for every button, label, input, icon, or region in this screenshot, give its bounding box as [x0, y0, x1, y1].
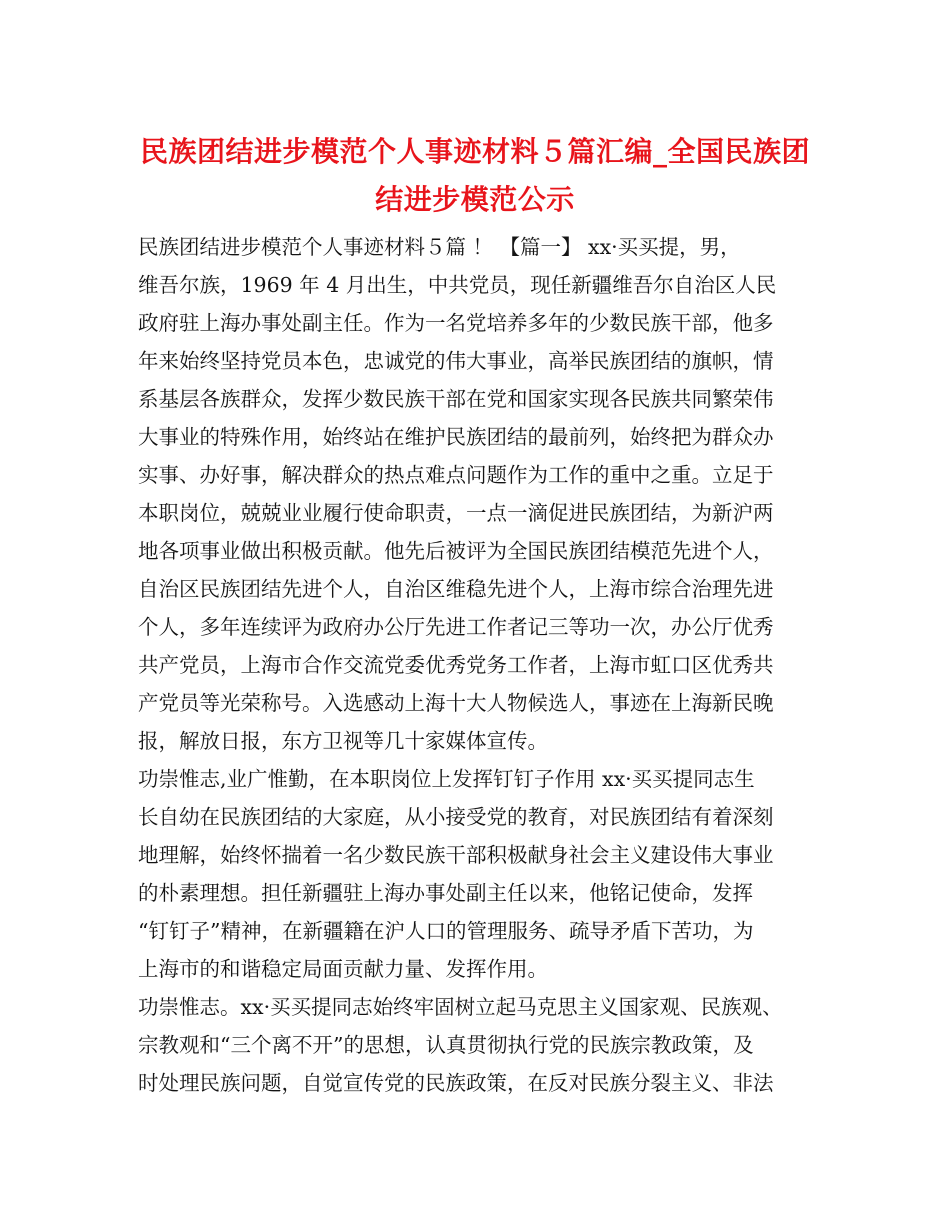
body-line: 大事业的特殊作用，始终站在维护民族团结的最前列，始终把为群众办 [138, 425, 774, 449]
body-line: 维吾尔族，1969 年 4 月出生，中共党员，现任新疆维吾尔自治区人民 [138, 273, 777, 297]
body-line: 地各项事业做出积极贡献。他先后被评为全国民族团结模范先进个人， [138, 539, 774, 563]
body-line: 上海市的和谐稳定局面贡献力量、发挥作用。 [138, 957, 548, 981]
body-line: 宗教观和“三个离不开”的思想，认真贯彻执行党的民族宗教政策，及 [138, 1033, 754, 1057]
title-line: 民族团结进步模范个人事迹材料５篇汇编_全国民族团 [139, 135, 810, 168]
document-title [100, 128, 850, 224]
body-line: 民族团结进步模范个人事迹材料５篇 ！ 【篇一】 xx·买买提，男， [138, 235, 741, 259]
body-line: 功崇惟志,业广惟勤，在本职岗位上发挥钉钉子作用 xx·买买提同志生 [138, 767, 755, 791]
body-line: 功崇惟志。xx·买买提同志始终牢固树立起马克思主义国家观、民族观、 [138, 995, 783, 1019]
title-line: 结进步模范公示 [375, 183, 575, 216]
body-line: 产党员等光荣称号。入选感动上海十大人物候选人，事迹在上海新民晚 [138, 691, 774, 715]
body-line: 本职岗位，兢兢业业履行使命职责，一点一滴促进民族团结，为新沪两 [138, 501, 774, 525]
body-line: 系基层各族群众，发挥少数民族干部在党和国家实现各民族共同繁荣伟 [138, 387, 774, 411]
body-line: 政府驻上海办事处副主任。作为一名党培养多年的少数民族干部，他多 [138, 311, 774, 335]
body-line: 自治区民族团结先进个人，自治区维稳先进个人，上海市综合治理先进 [138, 577, 774, 601]
body-line: 实事、办好事，解决群众的热点难点问题作为工作的重中之重。立足于 [138, 463, 774, 487]
body-line: “钉钉子”精神，在新疆籍在沪人口的管理服务、疏导矛盾下苦功，为 [138, 919, 754, 943]
body-line: 年来始终坚持党员本色，忠诚党的伟大事业，高举民族团结的旗帜，情 [138, 349, 774, 373]
body-line: 时处理民族问题，自觉宣传党的民族政策，在反对民族分裂主义、非法 [138, 1071, 774, 1095]
body-line: 共产党员，上海市合作交流党委优秀党务工作者，上海市虹口区优秀共 [138, 653, 774, 677]
body-line: 地理解，始终怀揣着一名少数民族干部积极献身社会主义建设伟大事业 [138, 843, 774, 867]
body-line: 个人，多年连续评为政府办公厅先进工作者记三等功一次，办公厅优秀 [138, 615, 774, 639]
document-body [138, 228, 828, 1102]
body-line: 长自幼在民族团结的大家庭，从小接受党的教育，对民族团结有着深刻 [138, 805, 774, 829]
body-line: 的朴素理想。担任新疆驻上海办事处副主任以来，他铭记使命，发挥 [138, 881, 753, 905]
body-line: 报，解放日报，东方卫视等几十家媒体宣传。 [138, 729, 548, 753]
